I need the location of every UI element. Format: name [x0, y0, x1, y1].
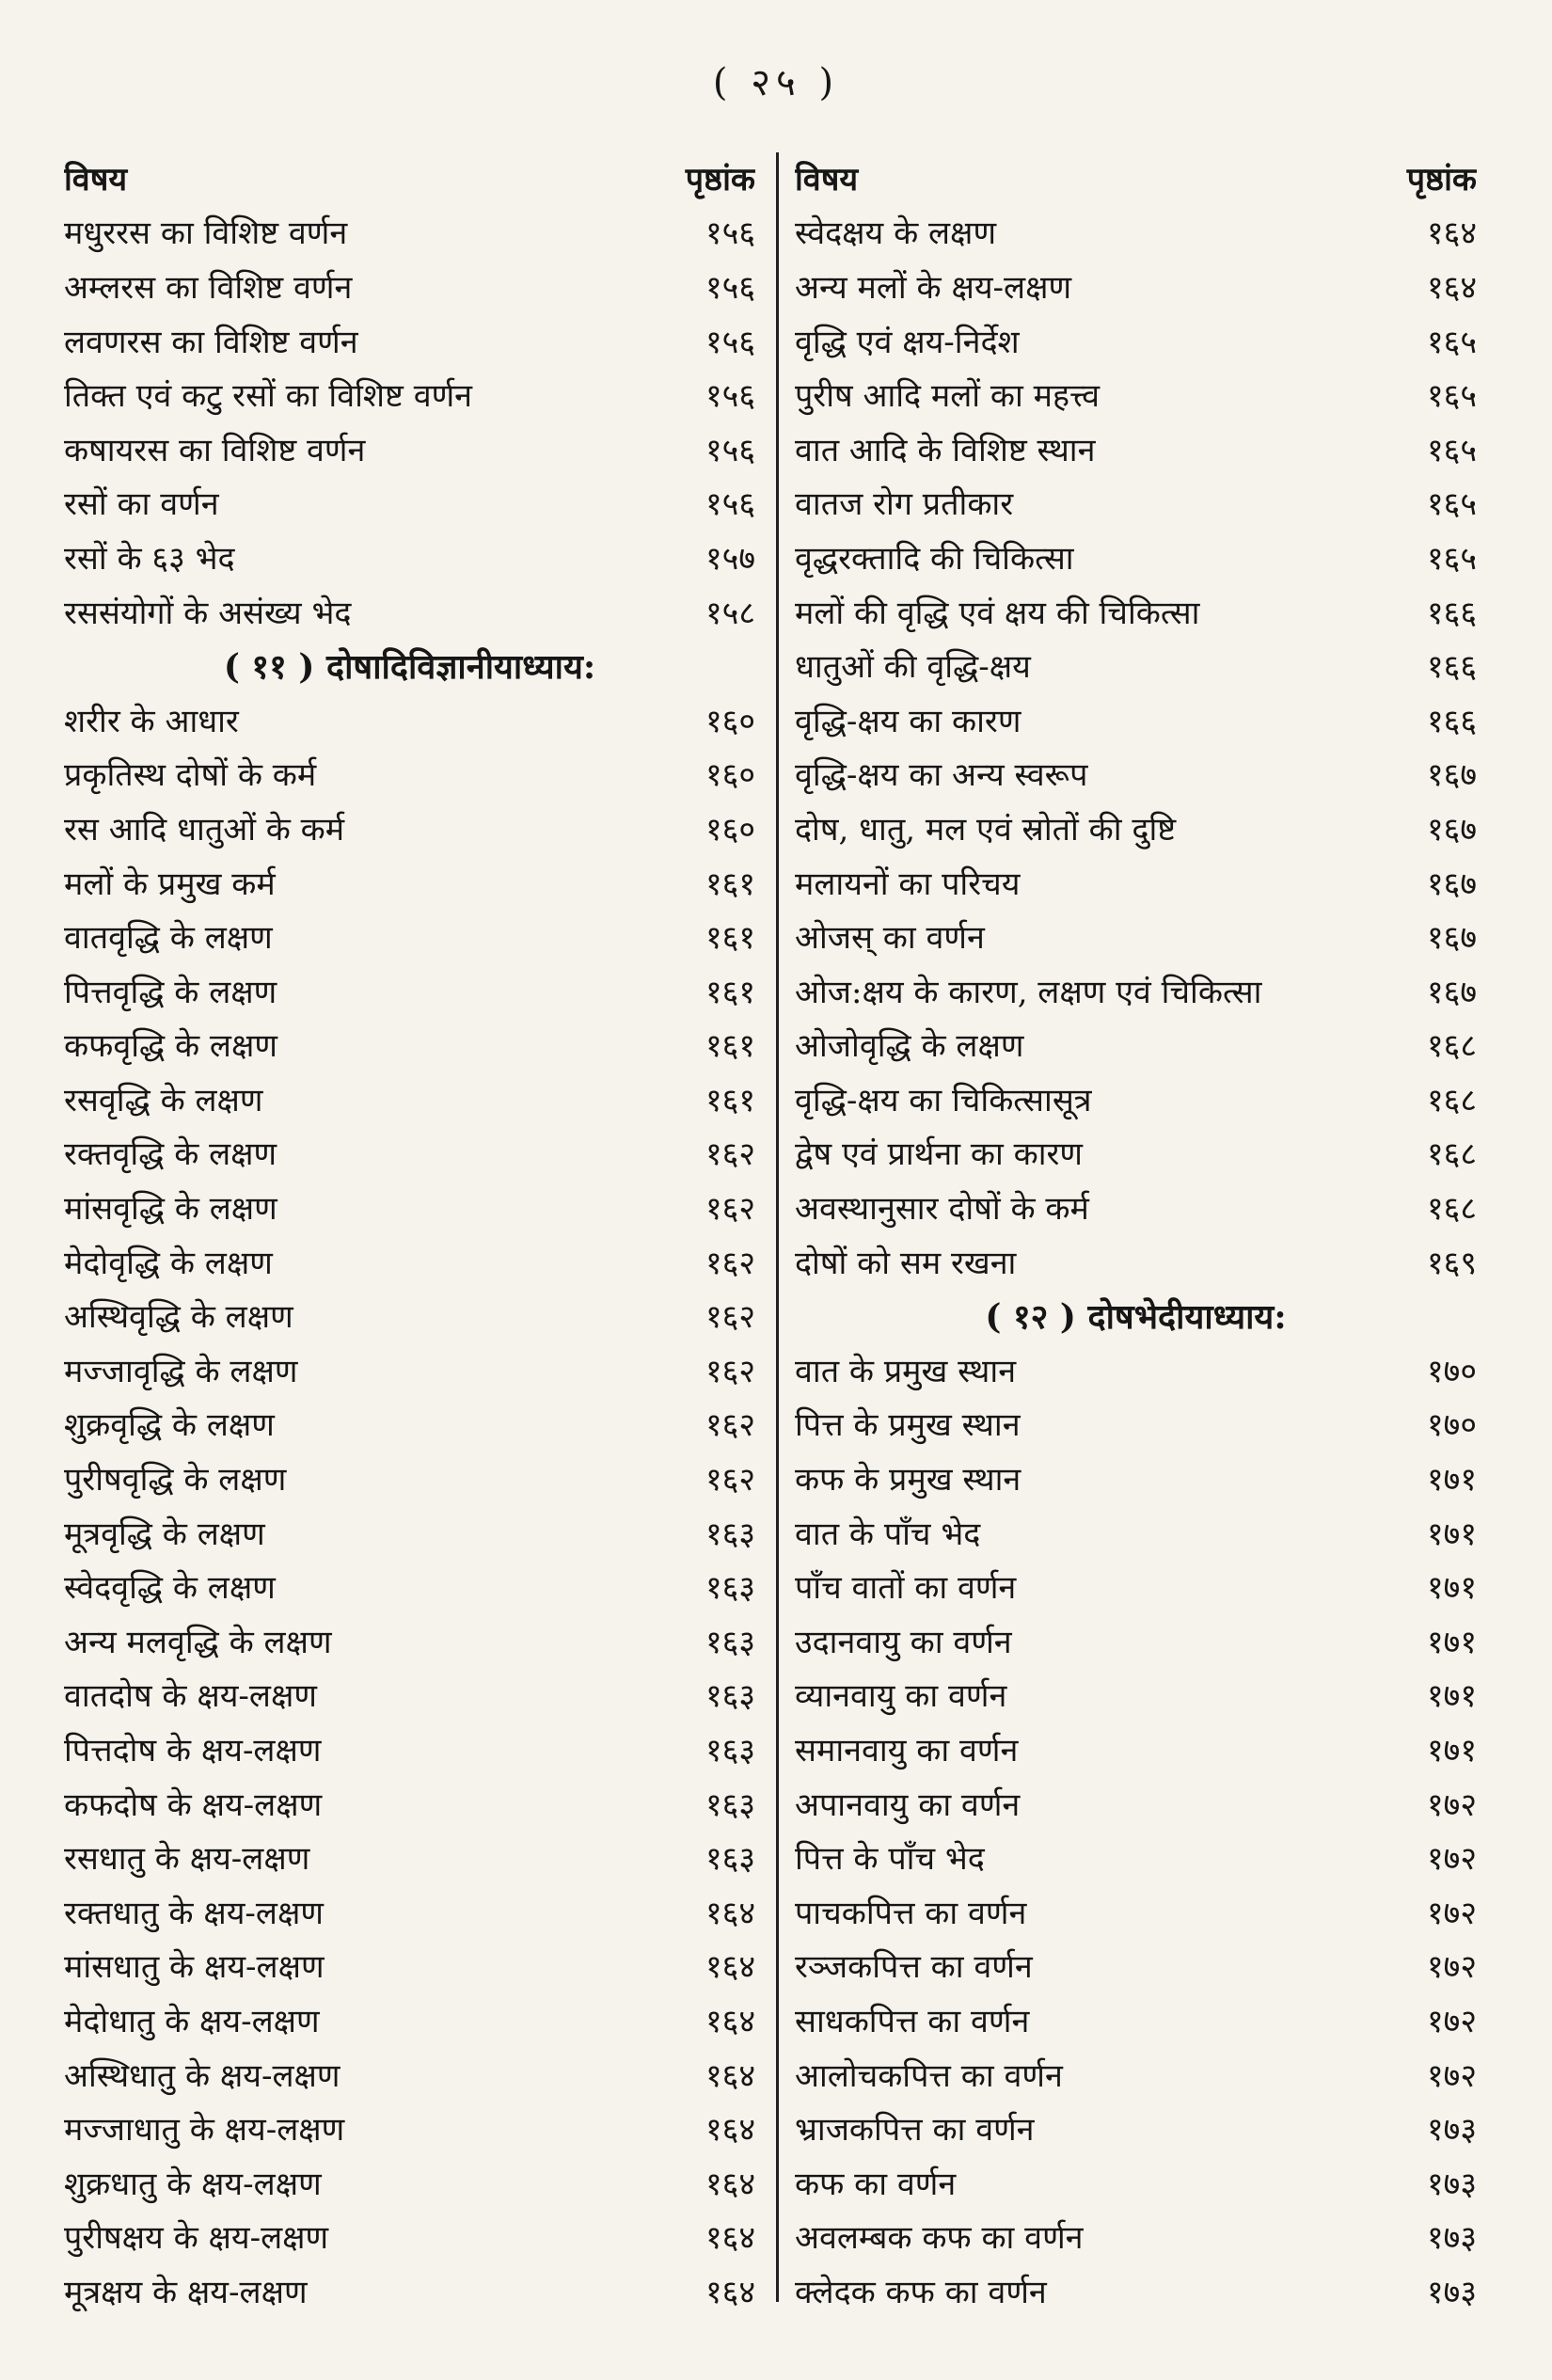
toc-entry: [795, 1722, 1477, 1776]
toc-entry-title: रस आदि धातुओं के कर्म: [64, 810, 345, 849]
toc-entry-page: १७१: [1426, 1623, 1477, 1661]
toc-entry-page: १६२: [705, 1244, 755, 1282]
toc-entry-title: मज्जावृद्धि के लक्षण: [64, 1352, 298, 1390]
toc-entry: [795, 855, 1477, 910]
toc-left-column: [64, 151, 755, 2318]
toc-entry: [64, 1939, 755, 1993]
toc-entry-title: रसवृद्धि के लक्षण: [64, 1081, 263, 1119]
toc-entry-page: १६८: [1426, 1190, 1477, 1229]
toc-entry-title: वृद्धरक्तादि की चिकित्सा: [795, 539, 1074, 578]
toc-entry-page: १६६: [1426, 702, 1477, 740]
toc-entry: [795, 963, 1477, 1018]
toc-entry: [795, 313, 1477, 368]
toc-entry-title: वृद्धि-क्षय का कारण: [795, 702, 1021, 740]
toc-entry-page: १७३: [1426, 2273, 1477, 2311]
toc-entry-page: १६४: [705, 2219, 755, 2258]
toc-entry: [795, 1559, 1477, 1613]
toc-entry-title: रससंयोगों के असंख्य भेद: [64, 594, 352, 632]
toc-entry-title: आलोचकपित्त का वर्णन: [795, 2056, 1063, 2095]
toc-entry: [795, 1613, 1477, 1668]
toc-entry-title: अम्लरस का विशिष्ट वर्णन: [64, 268, 353, 307]
toc-entry: [795, 259, 1477, 313]
toc-entry-page: १६३: [705, 1785, 755, 1824]
toc-entry-page: १६१: [705, 1027, 755, 1066]
toc-entry-page: १६१: [705, 1081, 755, 1119]
toc-entry: [64, 1342, 755, 1397]
toc-entry-page: १६५: [1426, 377, 1477, 416]
toc-entry: [64, 2210, 755, 2264]
toc-entry: [64, 1018, 755, 1072]
toc-entry-title: ओजोवृद्धि के लक्षण: [795, 1027, 1024, 1066]
toc-entry-title: मलों के प्रमुख कर्म: [64, 865, 276, 903]
toc-entry: [64, 421, 755, 476]
toc-entry-title: स्वेदवृद्धि के लक्षण: [64, 1569, 276, 1608]
toc-entry-title: वृद्धि एवं क्षय-निर्देश: [795, 323, 1020, 361]
toc-entry-page: १६६: [1426, 594, 1477, 632]
toc-entry: [795, 801, 1477, 855]
toc-entry-title: कफवृद्धि के लक्षण: [64, 1027, 277, 1066]
toc-entry-page: १६२: [705, 1190, 755, 1229]
toc-entry-page: १६०: [705, 756, 755, 795]
toc-entry-page: १६०: [705, 810, 755, 849]
toc-entry: [795, 2155, 1477, 2210]
toc-entry-page: १६५: [1426, 485, 1477, 524]
toc-entry: [64, 1722, 755, 1776]
toc-entry-title: पित्त के प्रमुख स्थान: [795, 1406, 1021, 1445]
toc-entry-title: दोष, धातु, मल एवं स्रोतों की दुष्टि: [795, 810, 1177, 849]
toc-entry-page: १६९: [1426, 1244, 1477, 1282]
toc-entry-page: १६४: [705, 2111, 755, 2150]
toc-entry-page: १७२: [1426, 1785, 1477, 1824]
toc-entry: [64, 1776, 755, 1831]
toc-entry: [795, 1830, 1477, 1884]
toc-entry-page: १६४: [1426, 214, 1477, 253]
toc-entry: [795, 1939, 1477, 1993]
toc-entry-title: अस्थिधातु के क्षय-लक्षण: [64, 2056, 340, 2095]
toc-entry: [795, 909, 1477, 963]
toc-entry: [795, 1505, 1477, 1560]
toc-entry-title: पाचकपित्त का वर्णन: [795, 1894, 1027, 1932]
toc-entry-title: पाँच वातों का वर्णन: [795, 1569, 1017, 1608]
toc-entry-page: १६७: [1426, 973, 1477, 1011]
toc-entry: [64, 1451, 755, 1505]
toc-entry: [795, 421, 1477, 476]
toc-entry: [64, 1505, 755, 1560]
toc-entry: [795, 367, 1477, 421]
toc-entry-page: १५८: [705, 594, 755, 632]
toc-entry-page: १६४: [705, 2165, 755, 2203]
toc-entry: [795, 1776, 1477, 1831]
toc-entry: [795, 638, 1477, 692]
toc-entry: [64, 1613, 755, 1668]
toc-entry: [795, 205, 1477, 260]
toc-entry-title: लवणरस का विशिष्ट वर्णन: [64, 323, 358, 361]
toc-entry: [795, 1992, 1477, 2047]
toc-entry: [64, 2047, 755, 2102]
toc-entry-page: १६५: [1426, 431, 1477, 469]
toc-entry-title: शुक्रधातु के क्षय-लक्षण: [64, 2165, 322, 2203]
toc-entry: [64, 1126, 755, 1181]
toc-entry: [64, 1992, 755, 2047]
toc-entry: [795, 1397, 1477, 1452]
toc-entry-page: १५६: [705, 214, 755, 253]
toc-entry-title: पित्तदोष के क्षय-लक्षण: [64, 1732, 322, 1770]
toc-entry: [64, 2101, 755, 2155]
toc-entry-page: १५७: [705, 539, 755, 578]
toc-entry-title: साधकपित्त का वर्णन: [795, 2002, 1030, 2040]
toc-entry-title: मेदोधातु के क्षय-लक्षण: [64, 2002, 320, 2040]
subject-heading: विषय: [795, 160, 859, 198]
toc-entry: [64, 530, 755, 584]
toc-entry-title: समानवायु का वर्णन: [795, 1732, 1019, 1770]
toc-entry: [64, 1288, 755, 1342]
toc-entry: [795, 692, 1477, 747]
toc-entry-title: कषायरस का विशिष्ट वर्णन: [64, 431, 366, 469]
toc-entry-page: १६३: [705, 1677, 755, 1716]
toc-entry-title: मांसवृद्धि के लक्षण: [64, 1190, 277, 1229]
toc-entry-title: मधुररस का विशिष्ट वर्णन: [64, 214, 348, 253]
toc-entry: [64, 205, 755, 260]
toc-entry-title: मज्जाधातु के क्षय-लक्षण: [64, 2111, 345, 2150]
toc-entry-title: धातुओं की वृद्धि-क्षय: [795, 648, 1031, 687]
toc-entry: [64, 692, 755, 747]
toc-entry: [795, 1018, 1477, 1072]
toc-entry: [795, 476, 1477, 531]
toc-entry-page: १६२: [705, 1352, 755, 1390]
toc-entry-page: १६७: [1426, 865, 1477, 903]
toc-entry-page: १५६: [705, 485, 755, 524]
toc-entry: [795, 1180, 1477, 1234]
toc-entry: [64, 963, 755, 1018]
toc-entry-title: रसों का वर्णन: [64, 485, 219, 524]
toc-entry-title: अवलम्बक कफ का वर्णन: [795, 2219, 1084, 2258]
toc-entry: [64, 1559, 755, 1613]
toc-entry-title: पित्त के पाँच भेद: [795, 1840, 985, 1879]
toc-entry-page: १६४: [705, 2056, 755, 2095]
toc-entry-title: स्वेदक्षय के लक्षण: [795, 214, 997, 253]
toc-entry-page: १६०: [705, 702, 755, 740]
toc-entry: [795, 1071, 1477, 1126]
chapter-heading: [795, 1288, 1477, 1342]
toc-entry-page: १६४: [1426, 268, 1477, 307]
toc-entry: [795, 2047, 1477, 2102]
toc-entry-title: कफ के प्रमुख स्थान: [795, 1461, 1021, 1499]
toc-entry-page: १७२: [1426, 2002, 1477, 2040]
page-number: ( २५ ): [712, 61, 840, 104]
toc-entry: [64, 747, 755, 801]
toc-right-column: [795, 151, 1477, 2318]
chapter-title: ( १२ ) दोषभेदीयाध्याय:: [985, 1296, 1287, 1337]
toc-entry: [795, 2210, 1477, 2264]
toc-entry: [64, 1884, 755, 1939]
chapter-title: ( ११ ) दोषादिविज्ञानीयाध्याय:: [223, 646, 596, 687]
toc-entry-page: १७२: [1426, 1948, 1477, 1987]
column-header: [795, 151, 1477, 205]
toc-entry-title: पुरीष आदि मलों का महत्त्व: [795, 377, 1101, 416]
toc-entry-page: १६२: [705, 1135, 755, 1174]
toc-entry-page: १७२: [1426, 2056, 1477, 2095]
toc-entry-title: वात के पाँच भेद: [795, 1515, 981, 1553]
toc-entry-title: व्यानवायु का वर्णन: [795, 1677, 1007, 1716]
toc-entry-title: मलायनों का परिचय: [795, 865, 1021, 903]
toc-entry-title: मूत्रवृद्धि के लक्षण: [64, 1515, 265, 1553]
toc-entry-title: पुरीषवृद्धि के लक्षण: [64, 1461, 287, 1499]
toc-entry-page: १५६: [705, 323, 755, 361]
toc-entry-title: दोषों को सम रखना: [795, 1244, 1017, 1282]
toc-entry-title: अवस्थानुसार दोषों के कर्म: [795, 1190, 1089, 1229]
toc-entry-page: १६७: [1426, 810, 1477, 849]
toc-entry-page: १६१: [705, 919, 755, 958]
toc-entry-title: वृद्धि-क्षय का अन्य स्वरूप: [795, 756, 1088, 795]
toc-entry-page: १६४: [705, 2273, 755, 2311]
toc-entry-page: १६५: [1426, 323, 1477, 361]
toc-entry-page: १६२: [705, 1298, 755, 1337]
page-heading: पृष्ठांक: [685, 160, 755, 198]
toc-entry-page: १७१: [1426, 1732, 1477, 1770]
toc-entry: [795, 2101, 1477, 2155]
toc-entry-page: १७१: [1426, 1515, 1477, 1553]
toc-entry: [795, 530, 1477, 584]
toc-entry-title: ओजस् का वर्णन: [795, 919, 985, 958]
toc-entry-page: १६३: [705, 1515, 755, 1553]
toc-entry-title: शुक्रवृद्धि के लक्षण: [64, 1406, 275, 1445]
toc-entry: [795, 1884, 1477, 1939]
toc-entry-title: रसधातु के क्षय-लक्षण: [64, 1840, 310, 1879]
toc-entry-page: १६३: [705, 1623, 755, 1661]
toc-entry-title: अपानवायु का वर्णन: [795, 1785, 1021, 1824]
toc-entry-page: १६४: [705, 1894, 755, 1932]
toc-entry-page: १७०: [1426, 1406, 1477, 1445]
column-divider: [776, 152, 779, 2302]
toc-entry-title: मलों की वृद्धि एवं क्षय की चिकित्सा: [795, 594, 1200, 632]
toc-entry-title: वात आदि के विशिष्ट स्थान: [795, 431, 1096, 469]
toc-entry-page: १७३: [1426, 2219, 1477, 2258]
toc-entry-title: मूत्रक्षय के क्षय-लक्षण: [64, 2273, 308, 2311]
toc-entry-title: वातदोष के क्षय-लक्षण: [64, 1677, 317, 1716]
toc-entry-title: पित्तवृद्धि के लक्षण: [64, 973, 277, 1011]
toc-entry-page: १७२: [1426, 1894, 1477, 1932]
toc-entry-title: रञ्जकपित्त का वर्णन: [795, 1948, 1033, 1987]
toc-entry-title: तिक्त एवं कटु रसों का विशिष्ट वर्णन: [64, 377, 473, 416]
chapter-heading: [64, 638, 755, 692]
toc-entry-title: कफ का वर्णन: [795, 2165, 957, 2203]
toc-entry-page: १६३: [705, 1732, 755, 1770]
toc-entry-title: भ्राजकपित्त का वर्णन: [795, 2111, 1035, 2150]
toc-entry-page: १७१: [1426, 1677, 1477, 1716]
toc-entry-page: १६७: [1426, 919, 1477, 958]
toc-entry-page: १६७: [1426, 756, 1477, 795]
toc-entry: [64, 1234, 755, 1289]
toc-entry-title: अस्थिवृद्धि के लक्षण: [64, 1298, 293, 1337]
toc-entry-page: १६३: [705, 1840, 755, 1879]
toc-entry: [64, 855, 755, 910]
toc-entry-title: मांसधातु के क्षय-लक्षण: [64, 1948, 325, 1987]
toc-entry-title: रक्तवृद्धि के लक्षण: [64, 1135, 277, 1174]
column-header: [64, 151, 755, 205]
toc-entry-title: रक्तधातु के क्षय-लक्षण: [64, 1894, 324, 1932]
toc-entry: [64, 476, 755, 531]
toc-entry-title: क्लेदक कफ का वर्णन: [795, 2273, 1047, 2311]
toc-entry-page: १७२: [1426, 1840, 1477, 1879]
toc-entry-title: अन्य मलवृद्धि के लक्षण: [64, 1623, 332, 1661]
toc-entry-page: १६२: [705, 1461, 755, 1499]
toc-entry: [64, 1071, 755, 1126]
toc-entry: [795, 2263, 1477, 2318]
toc-entry: [64, 1397, 755, 1452]
toc-entry-page: १५६: [705, 377, 755, 416]
toc-entry: [795, 1451, 1477, 1505]
toc-entry-title: वात के प्रमुख स्थान: [795, 1352, 1017, 1390]
toc-entry: [64, 1668, 755, 1722]
toc-entry-title: उदानवायु का वर्णन: [795, 1623, 1012, 1661]
toc-entry-title: वातज रोग प्रतीकार: [795, 485, 1014, 524]
page-heading: पृष्ठांक: [1406, 160, 1477, 198]
toc-entry-title: अन्य मलों के क्षय-लक्षण: [795, 268, 1072, 307]
toc-entry: [795, 1126, 1477, 1181]
toc-entry-title: प्रकृतिस्थ दोषों के कर्म: [64, 756, 317, 795]
toc-entry: [64, 2155, 755, 2210]
toc-entry: [64, 367, 755, 421]
subject-heading: विषय: [64, 160, 128, 198]
toc-entry-page: १६१: [705, 973, 755, 1011]
toc-entry-page: १७३: [1426, 2111, 1477, 2150]
toc-entry-title: मेदोवृद्धि के लक्षण: [64, 1244, 273, 1282]
toc-entry-page: १५६: [705, 431, 755, 469]
toc-entry-title: शरीर के आधार: [64, 702, 239, 740]
toc-entry: [64, 259, 755, 313]
toc-entry-page: १६१: [705, 865, 755, 903]
toc-entry: [64, 1830, 755, 1884]
toc-entry-title: कफदोष के क्षय-लक्षण: [64, 1785, 323, 1824]
toc-entry-page: १६२: [705, 1406, 755, 1445]
toc-entry: [64, 801, 755, 855]
toc-entry: [64, 2263, 755, 2318]
toc-entry: [64, 1180, 755, 1234]
toc-entry-page: १६८: [1426, 1081, 1477, 1119]
toc-entry-title: ओज:क्षय के कारण, लक्षण एवं चिकित्सा: [795, 973, 1262, 1011]
toc-entry: [64, 313, 755, 368]
toc-entry-title: द्वेष एवं प्रार्थना का कारण: [795, 1135, 1084, 1174]
toc-entry-page: १६३: [705, 1569, 755, 1608]
toc-entry: [795, 584, 1477, 639]
toc-entry: [795, 1234, 1477, 1289]
toc-entry: [64, 584, 755, 639]
toc-entry: [795, 1342, 1477, 1397]
toc-entry-page: १६६: [1426, 648, 1477, 687]
toc-entry-page: १७३: [1426, 2165, 1477, 2203]
toc-entry: [64, 909, 755, 963]
toc-entry-page: १७१: [1426, 1569, 1477, 1608]
toc-entry-page: १६४: [705, 2002, 755, 2040]
toc-entry-page: १६८: [1426, 1135, 1477, 1174]
toc-entry-page: १६५: [1426, 539, 1477, 578]
toc-entry-page: १६४: [705, 1948, 755, 1987]
toc-entry-page: १७१: [1426, 1461, 1477, 1499]
toc-entry: [795, 747, 1477, 801]
toc-entry-title: वातवृद्धि के लक्षण: [64, 919, 273, 958]
toc-entry-title: पुरीषक्षय के क्षय-लक्षण: [64, 2219, 329, 2258]
toc-entry-title: वृद्धि-क्षय का चिकित्सासूत्र: [795, 1081, 1092, 1119]
toc-entry-title: रसों के ६३ भेद: [64, 539, 235, 578]
toc-entry-page: १५६: [705, 268, 755, 307]
toc-entry-page: १७०: [1426, 1352, 1477, 1390]
toc-entry-page: १६८: [1426, 1027, 1477, 1066]
toc-entry: [795, 1668, 1477, 1722]
